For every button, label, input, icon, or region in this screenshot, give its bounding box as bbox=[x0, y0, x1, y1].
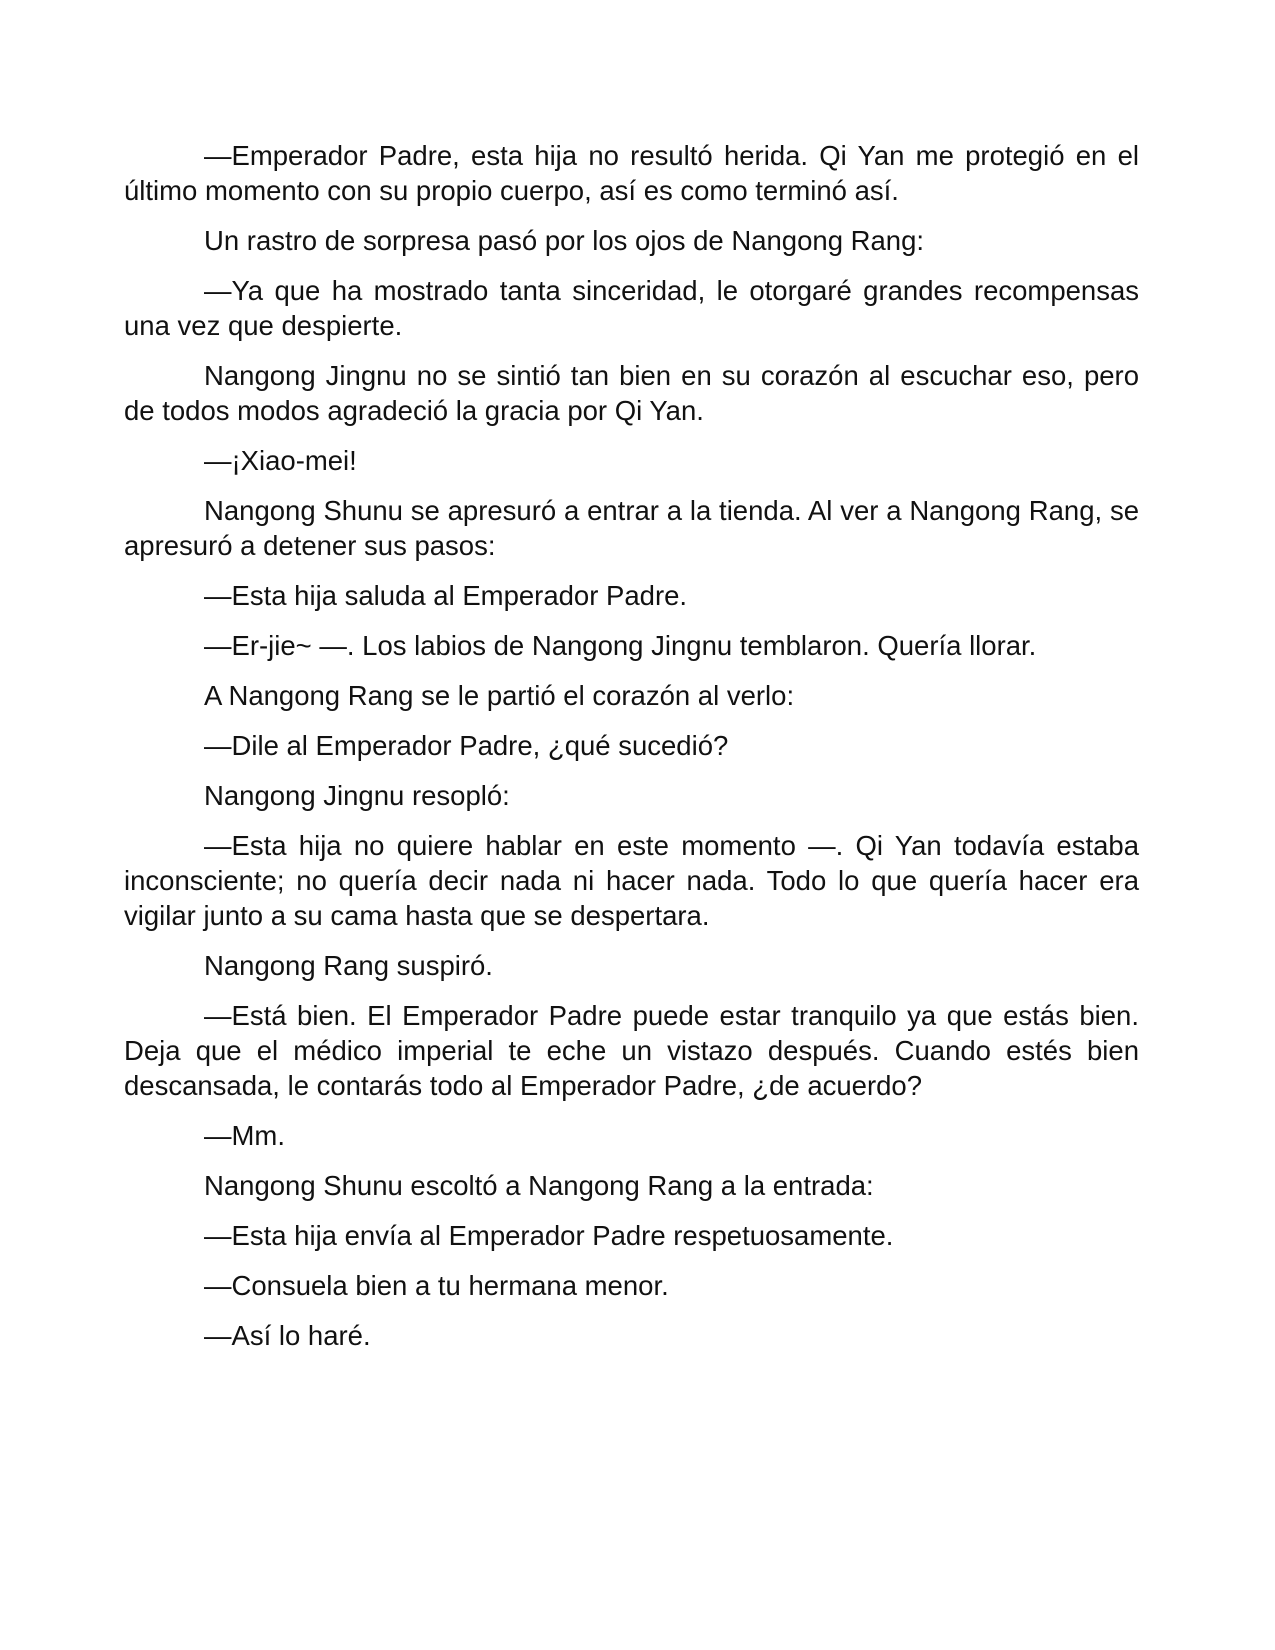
paragraph: A Nangong Rang se le partió el corazón al verlo: bbox=[204, 680, 795, 711]
paragraph: —Dile al Emperador Padre, ¿qué sucedió? bbox=[204, 730, 729, 761]
paragraph: —Esta hija no quiere hablar en este momento —. Qi Yan todavía estaba inconsciente; no quería decir nada ni hacer nada. Todo lo que quería hacer era vigilar junto a su cama hasta que se despertara. bbox=[124, 830, 1139, 931]
paragraph: —Así lo haré. bbox=[204, 1320, 371, 1351]
paragraph: —Consuela bien a tu hermana menor. bbox=[204, 1270, 669, 1301]
paragraph: Nangong Shunu escoltó a Nangong Rang a la entrada: bbox=[204, 1170, 874, 1201]
paragraph: —Está bien. El Emperador Padre puede estar tranquilo ya que estás bien. Deja que el médico imperial te eche un vistazo después. Cuando estés bien descansada, le contarás todo al Emperador Padre, ¿de acuerdo? bbox=[124, 1000, 1139, 1101]
paragraph: —Emperador Padre, esta hija no resultó herida. Qi Yan me protegió en el último momento con su propio cuerpo, así es como terminó así. bbox=[124, 140, 1139, 206]
paragraph: Nangong Shunu se apresuró a entrar a la tienda. Al ver a Nangong Rang, se apresuró a detener sus pasos: bbox=[124, 495, 1139, 561]
paragraph: —Esta hija envía al Emperador Padre respetuosamente. bbox=[204, 1220, 894, 1251]
paragraph: Nangong Jingnu resopló: bbox=[204, 780, 510, 811]
paragraph: —Ya que ha mostrado tanta sinceridad, le otorgaré grandes recompensas una vez que despierte. bbox=[124, 275, 1139, 341]
paragraph: —Mm. bbox=[204, 1120, 285, 1151]
paragraph: Un rastro de sorpresa pasó por los ojos de Nangong Rang: bbox=[204, 225, 925, 256]
paragraph: —¡Xiao-mei! bbox=[204, 445, 357, 476]
paragraph: Nangong Jingnu no se sintió tan bien en su corazón al escuchar eso, pero de todos modos agradeció la gracia por Qi Yan. bbox=[124, 360, 1139, 426]
paragraph: —Esta hija saluda al Emperador Padre. bbox=[204, 580, 688, 611]
document-page bbox=[124, 138, 1139, 1368]
paragraph: Nangong Rang suspiró. bbox=[204, 950, 493, 981]
paragraph: —Er-jie~ —. Los labios de Nangong Jingnu temblaron. Quería llorar. bbox=[204, 630, 1037, 661]
